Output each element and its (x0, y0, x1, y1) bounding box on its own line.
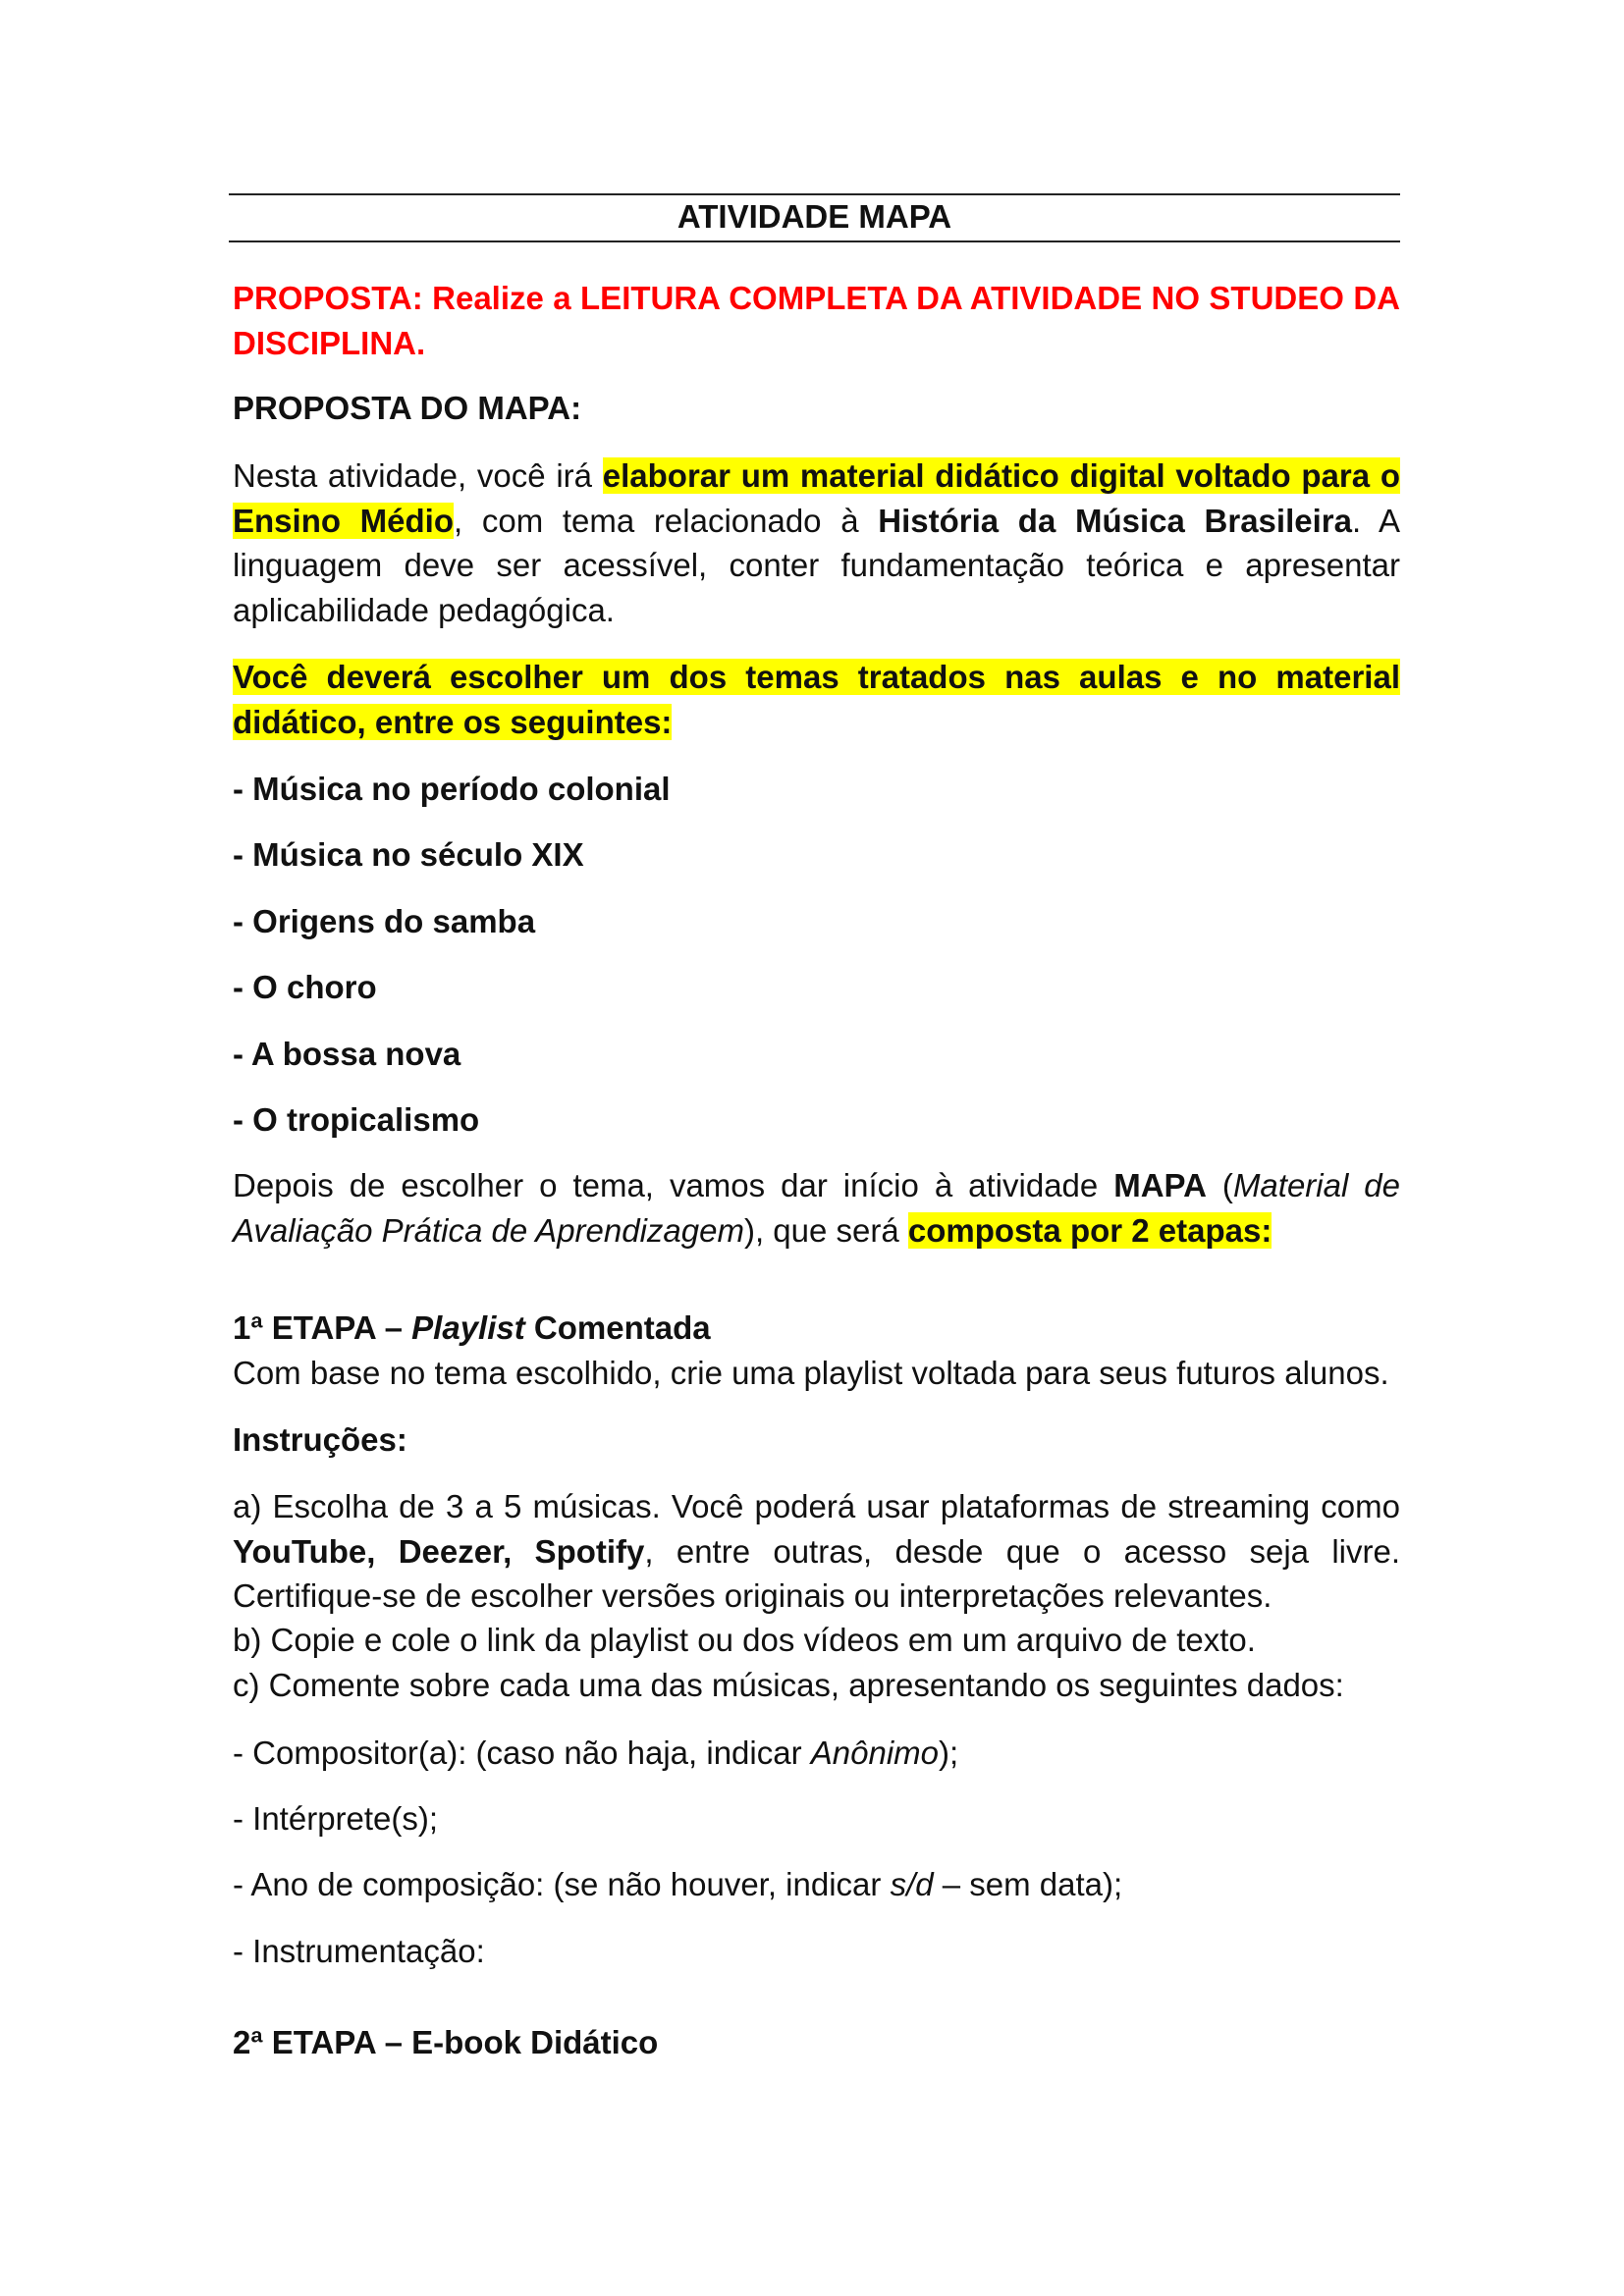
theme-item: - A bossa nova (233, 1036, 461, 1072)
instruction-c: c) Comente sobre cada uma das músicas, apresentando os seguintes dados: (233, 1667, 1344, 1703)
title-block (229, 193, 1400, 242)
etapa1-heading: 1ª ETAPA – Playlist Comentada (233, 1309, 711, 1346)
intro-paragraph: Nesta atividade, você irá elaborar um material didático digital voltado para o Ensino Médio, com tema relacionado à História da Música Brasileira. A linguagem deve ser acessível, conter fundamentação teórica e apresentar aplicabilidade pedagógica. (233, 457, 1401, 628)
instruction-a: a) Escolha de 3 a 5 músicas. Você poderá usar plataformas de streaming como YouTube, Deezer, Spotify, entre outras, desde que o acesso seja livre. Certifique-se de escolher versões originais ou interpretações relevantes. (233, 1488, 1400, 1614)
proposta-mapa-heading: PROPOSTA DO MAPA: (233, 390, 582, 426)
after-themes-paragraph: Depois de escolher o tema, vamos dar início à atividade MAPA (Material de Avaliação Prática de Aprendizagem), que será composta por 2 etapas: (233, 1167, 1400, 1249)
proposta-notice: PROPOSTA: Realize a LEITURA COMPLETA DA ATIVIDADE NO STUDEO DA DISCIPLINA. (233, 280, 1400, 361)
page-title: ATIVIDADE MAPA (677, 198, 952, 235)
instruction-b: b) Copie e cole o link da playlist ou dos vídeos em um arquivo de texto. (233, 1622, 1256, 1658)
data-item-compositor: - Compositor(a): (caso não haja, indicar Anônimo); (233, 1735, 959, 1771)
instrucoes-heading: Instruções: (233, 1421, 407, 1458)
theme-item: - O choro (233, 969, 377, 1005)
theme-item: - Origens do samba (233, 903, 536, 939)
data-item-interprete: - Intérprete(s); (233, 1800, 439, 1837)
intro-highlight: elaborar um material didático digital voltado para o Ensino Médio (233, 457, 1400, 539)
theme-item: - O tropicalismo (233, 1101, 480, 1138)
etapas-highlight: composta por 2 etapas: (907, 1211, 1272, 1249)
data-item-instrumentacao: - Instrumentação: (233, 1933, 485, 1969)
data-item-ano: - Ano de composição: (se não houver, indicar s/d – sem data); (233, 1866, 1123, 1902)
theme-item: - Música no período colonial (233, 771, 671, 807)
etapa2-heading: 2ª ETAPA – E-book Didático (233, 2024, 659, 2060)
intro-bold-subject: História da Música Brasileira (878, 502, 1352, 539)
etapa1-description: Com base no tema escolhido, crie uma playlist voltada para seus futuros alunos. (233, 1355, 1389, 1391)
theme-item: - Música no século XIX (233, 836, 584, 873)
themes-prompt: Você deverá escolher um dos temas tratados nas aulas e no material didático, entre os seguintes: (233, 659, 1400, 740)
